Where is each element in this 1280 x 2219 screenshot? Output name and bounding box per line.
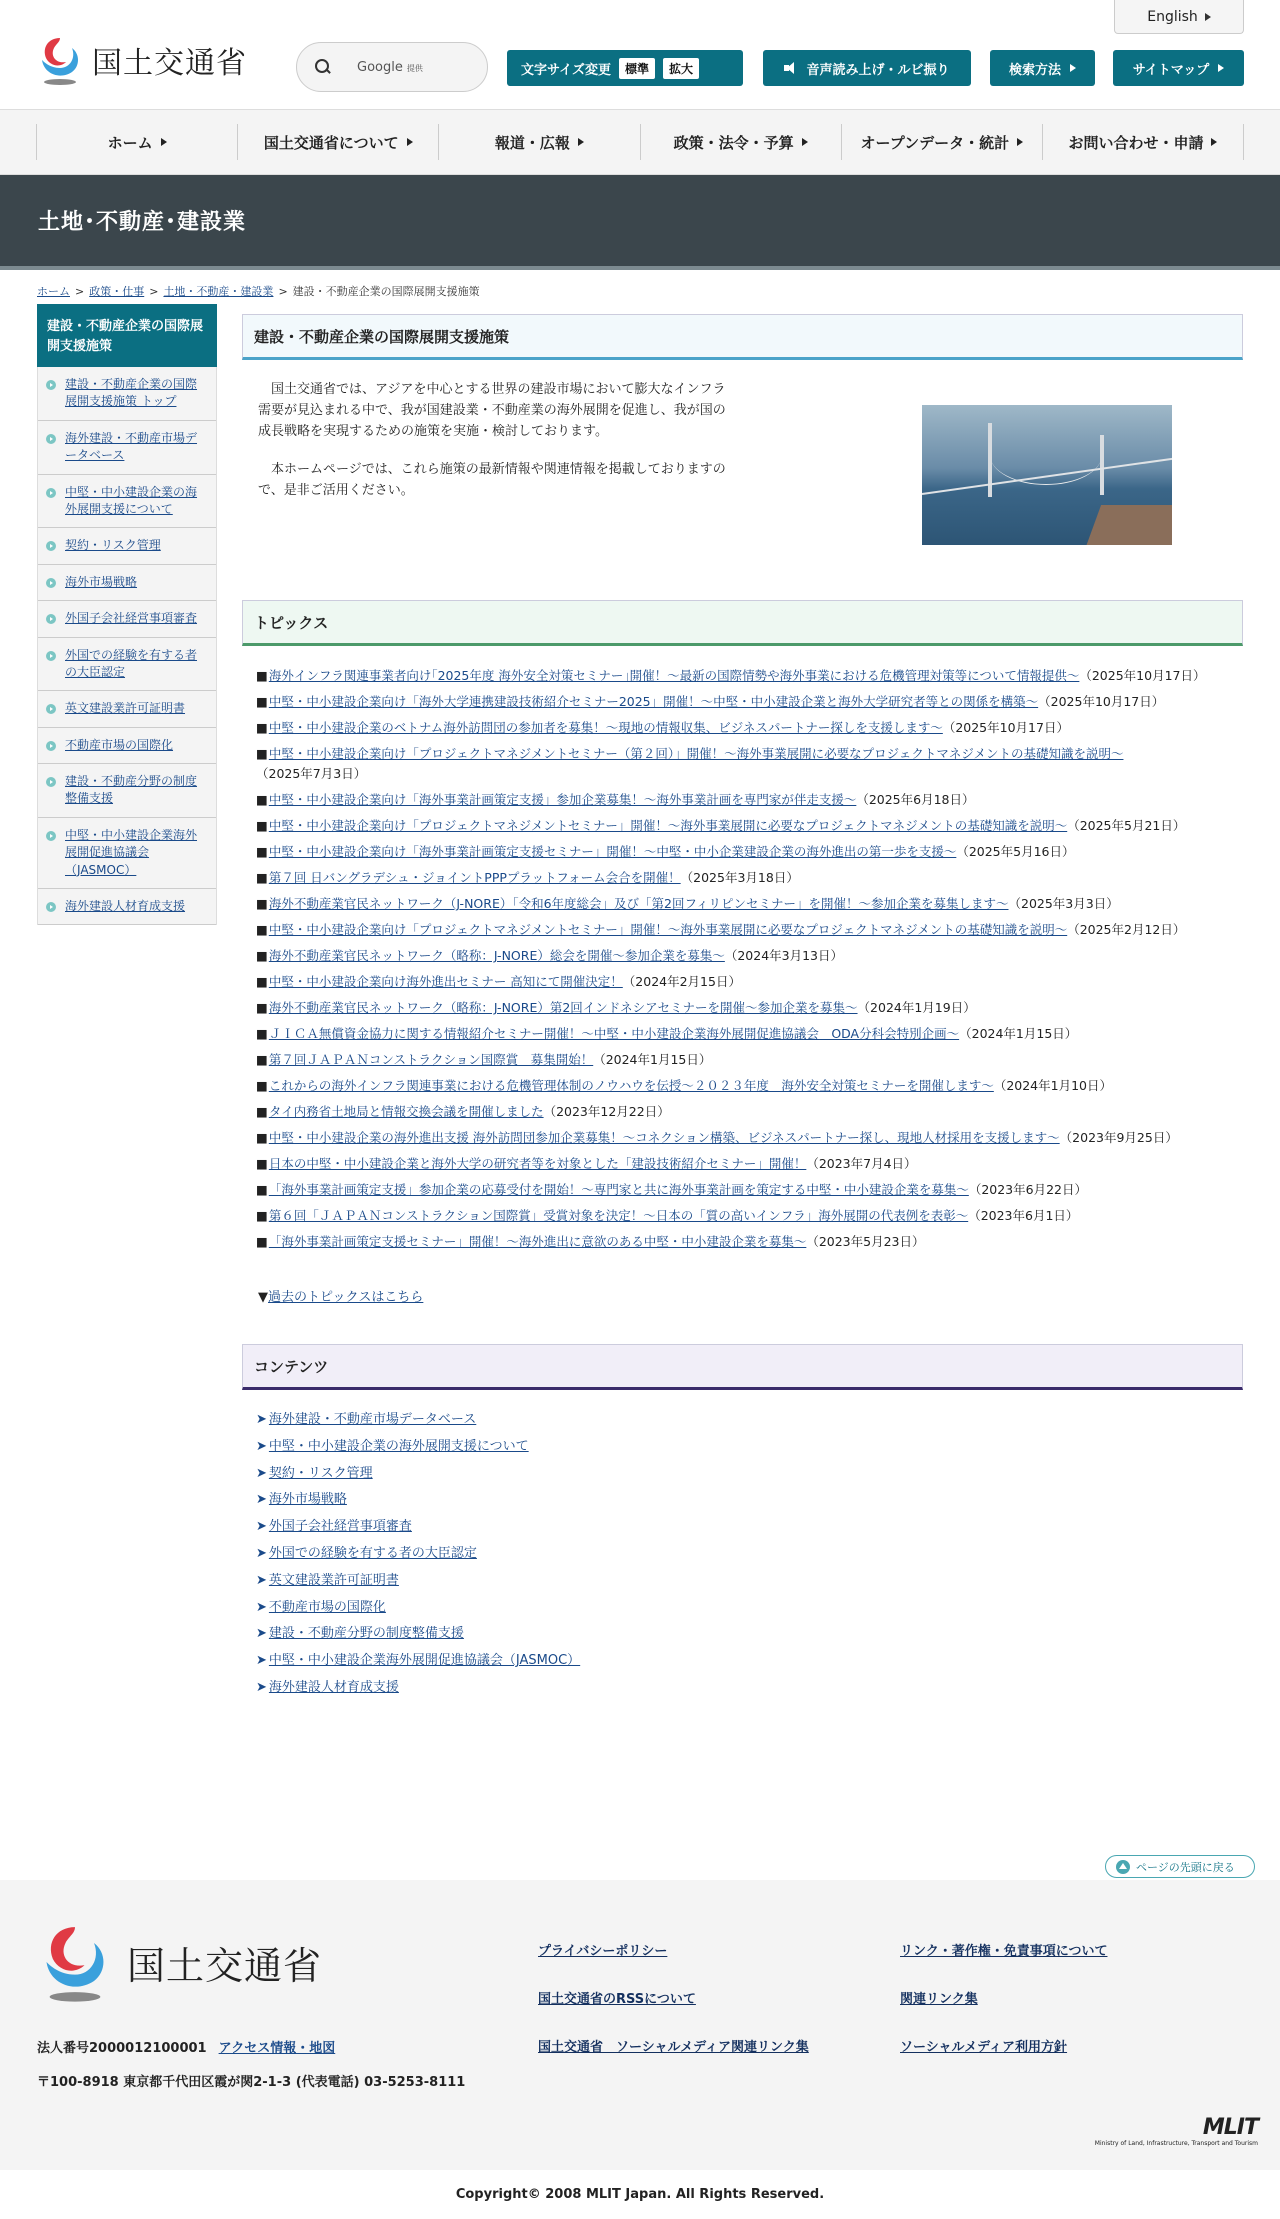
page-title-band — [0, 175, 1280, 270]
topic-date: （2023年9月25日） — [1059, 1130, 1178, 1145]
square-bullet-icon: ■ — [256, 1182, 268, 1197]
sidebar-link[interactable]: 建設・不動産企業の国際展開支援施策 トップ — [65, 377, 198, 409]
topic-link[interactable]: 第７回 日バングラデシュ・ジョイントPPPプラットフォーム会合を開催！ — [268, 870, 681, 885]
topic-item — [256, 1180, 1229, 1200]
square-bullet-icon: ■ — [256, 668, 268, 683]
intro-paragraph: 国土交通省では、アジアを中心とする世界の建設市場において膨大なインフラ需要が見込まれる中で、我が国建設業・不動産業の海外展開を促進し、我が国の成長戦略を実現するための施策を実施・検討しております。 — [258, 382, 726, 439]
logo-text: 国土交通省 — [92, 46, 247, 81]
arrow-bullet-icon: ➤ — [256, 1492, 267, 1508]
arrow-bullet-icon: ➤ — [256, 1572, 267, 1588]
sidebar — [37, 304, 217, 1730]
topic-date: （2025年10月17日） — [1038, 694, 1165, 709]
arrow-right-icon — [1218, 64, 1224, 72]
topic-item — [256, 1232, 1229, 1252]
topic-date: （2023年5月23日） — [806, 1234, 925, 1249]
sidebar-link[interactable]: 外国での経験を有する者の大臣認定 — [65, 647, 198, 679]
content-item — [256, 1544, 1229, 1565]
sidebar-item — [38, 691, 216, 727]
gnav-press[interactable]: 報道・広報 — [438, 124, 639, 160]
breadcrumb-policy[interactable]: 政策・仕事 — [89, 285, 145, 298]
content-link[interactable]: 外国子会社経営事項審査 — [268, 1519, 412, 1535]
topic-item — [256, 920, 1229, 940]
sidebar-link[interactable]: 建設・不動産分野の制度整備支援 — [65, 774, 198, 806]
topic-link[interactable]: 中堅・中小建設企業向け「海外大学連携建設技術紹介セミナー2025」開催！～中堅・中小建設企業と海外大学研究者等との関係を構築～ — [268, 694, 1039, 709]
topic-link[interactable]: 中堅・中小建設企業向け「海外事業計画策定支援」参加企業募集！～海外事業計画を専門家が伴走支援～ — [268, 792, 857, 807]
content-item — [256, 1490, 1229, 1511]
main-content — [242, 304, 1243, 1730]
topic-date: （2024年1月10日） — [993, 1078, 1112, 1093]
content-item — [256, 1517, 1229, 1538]
topic-link[interactable]: 海外不動産業官民ネットワーク（J-NORE）「令和6年度総会」及び「第2回フィリピンセミナー」を開催！～参加企業を募集します～ — [268, 896, 1009, 911]
content-item — [256, 1598, 1229, 1619]
topic-item — [256, 1024, 1229, 1044]
intro-paragraph: 本ホームページでは、これら施策の最新情報や関連情報を掲載しておりますので、是非ご活用ください。 — [258, 462, 726, 499]
access-map-link[interactable]: アクセス情報・地図 — [218, 2041, 336, 2056]
copyright-disclaimer-link[interactable]: リンク・著作権・免責事項について — [900, 1944, 1108, 1959]
content-link[interactable]: 不動産市場の国際化 — [268, 1599, 386, 1615]
gnav-home[interactable]: ホーム — [36, 124, 237, 160]
square-bullet-icon: ■ — [256, 870, 268, 885]
topic-date: （2023年6月1日） — [968, 1208, 1079, 1223]
sidebar-link[interactable]: 海外建設・不動産市場データベース — [65, 430, 198, 463]
sidebar-item — [38, 889, 216, 925]
topic-link[interactable]: 中堅・中小建設企業向け「プロジェクトマネジメントセミナー」開催！～海外事業展開に必要なプロジェクトマネジメントの基礎知識を説明～ — [268, 922, 1068, 937]
footer-logo[interactable] — [37, 1920, 322, 2004]
footer-logo-text: 国土交通省 — [127, 1943, 323, 1988]
square-bullet-icon: ■ — [256, 792, 268, 807]
social-media-policy-link[interactable]: ソーシャルメディア利用方針 — [900, 2040, 1068, 2055]
arrow-bullet-icon: ➤ — [256, 1545, 267, 1561]
sidebar-link[interactable]: 海外建設人材育成支援 — [65, 899, 186, 914]
sidebar-item — [38, 728, 216, 764]
font-size-standard-button[interactable]: 標準 — [619, 58, 655, 79]
speech-button-label: 音声読み上げ・ルビ振り — [806, 62, 950, 78]
topic-date: （2024年1月15日） — [959, 1026, 1078, 1041]
sidebar-item — [38, 475, 216, 529]
sidebar-heading[interactable]: 建設・不動産企業の国際展開支援施策 — [37, 304, 217, 367]
topics-list — [242, 646, 1243, 1252]
search-method-label: 検索方法 — [1008, 62, 1061, 78]
contents-list — [242, 1390, 1243, 1730]
content-item — [256, 1624, 1229, 1645]
breadcrumb-current: 建設・不動産企業の国際展開支援施策 — [292, 285, 480, 298]
sidebar-item — [38, 818, 216, 889]
topic-item — [256, 894, 1229, 914]
topic-item — [256, 790, 1229, 810]
gnav-about[interactable]: 国土交通省について — [237, 124, 438, 160]
topic-link[interactable]: 「海外事業計画策定支援」参加企業の応募受付を開始！～専門家と共に海外事業計画を策定する中堅・中小建設企業を募集～ — [268, 1182, 969, 1197]
square-bullet-icon: ■ — [256, 1208, 268, 1223]
gnav-contact[interactable]: お問い合わせ・申請 — [1042, 124, 1244, 160]
topic-link[interactable]: 中堅・中小建設企業向け「プロジェクトマネジメントセミナー（第２回）」開催！～海外事業展開に必要なプロジェクトマネジメントの基礎知識を説明～ — [268, 746, 1124, 761]
sidebar-item — [38, 421, 216, 475]
topic-link[interactable]: 海外不動産業官民ネットワーク（略称：J-NORE）第2回インドネシアセミナーを開催～参加企業を募集～ — [268, 1000, 858, 1015]
topic-link[interactable]: 中堅・中小建設企業のベトナム海外訪問団の参加者を募集！～現地の情報収集、ビジネスパートナー探しを支援します～ — [268, 720, 943, 735]
font-size-control — [507, 50, 743, 86]
related-links-link[interactable]: 関連リンク集 — [900, 1992, 978, 2007]
topic-date: （2025年2月12日） — [1067, 922, 1186, 937]
square-bullet-icon: ■ — [256, 896, 268, 911]
topic-link[interactable]: 第６回「ＪＡＰＡＮコンストラクション国際賞」受賞対象を決定！～日本の「質の高いインフラ」海外展開の代表例を表彰～ — [268, 1208, 969, 1223]
search-brand: Google 提供 — [357, 59, 423, 75]
arrow-bullet-icon: ➤ — [256, 1626, 267, 1642]
gnav-policy[interactable]: 政策・法令・予算 — [640, 124, 841, 160]
sidebar-item — [38, 367, 216, 421]
topic-date: （2025年10月17日） — [942, 720, 1069, 735]
content-item — [256, 1464, 1229, 1485]
content-link[interactable]: 中堅・中小建設企業の海外展開支援について — [268, 1438, 529, 1454]
social-media-links-link[interactable]: 国土交通省 ソーシャルメディア関連リンク集 — [538, 2040, 809, 2055]
square-bullet-icon: ■ — [256, 1130, 268, 1145]
topic-date: （2025年5月21日） — [1067, 818, 1186, 833]
topic-date: （2023年12月22日） — [543, 1104, 670, 1119]
topic-item — [256, 1128, 1229, 1148]
topics-heading: トピックス — [242, 600, 1243, 646]
topic-item — [256, 1102, 1229, 1122]
square-bullet-icon: ■ — [256, 844, 268, 859]
square-bullet-icon: ■ — [256, 1078, 268, 1093]
topic-date: （2025年7月3日） — [256, 766, 367, 781]
square-bullet-icon: ■ — [256, 818, 268, 833]
contents-heading: コンテンツ — [242, 1344, 1243, 1390]
topic-date: （2025年10月17日） — [1079, 668, 1206, 683]
page-title: 土地･不動産･建設業 — [38, 210, 247, 235]
topic-item — [256, 1050, 1229, 1070]
footer-address: 〒100-8918 東京都千代田区霞が関2-1-3 (代表電話) 03-5253-8111 — [37, 2074, 466, 2090]
square-bullet-icon: ■ — [256, 1052, 268, 1067]
page-top-label: ページの先頭に戻る — [1136, 1860, 1235, 1874]
sidebar-link[interactable]: 中堅・中小建設企業海外展開促進協議会（JASMOC） — [65, 827, 198, 877]
content-link[interactable]: 建設・不動産分野の制度整備支援 — [268, 1626, 464, 1642]
sitemap-label: サイトマップ — [1132, 62, 1210, 78]
content-link[interactable]: 英文建設業許可証明書 — [268, 1572, 399, 1588]
topic-item — [256, 666, 1229, 686]
square-bullet-icon: ■ — [256, 720, 268, 735]
content-link[interactable]: 海外建設人材育成支援 — [268, 1679, 399, 1695]
square-bullet-icon: ■ — [256, 922, 268, 937]
content-item — [256, 1437, 1229, 1458]
content-link[interactable]: 中堅・中小建設企業海外展開促進協議会（JASMOC） — [268, 1653, 581, 1669]
arrow-bullet-icon: ➤ — [256, 1465, 267, 1481]
privacy-policy-link[interactable]: プライバシーポリシー — [538, 1944, 668, 1959]
search-icon[interactable] — [315, 59, 331, 75]
sidebar-link[interactable]: 中堅・中小建設企業の海外展開支援について — [65, 484, 198, 516]
topic-link[interactable]: 中堅・中小建設企業向け「海外事業計画策定支援セミナー」開催！～中堅・中小企業建設企業の海外進出の第一歩を支援～ — [268, 844, 957, 859]
intro-section — [242, 360, 1243, 600]
topic-link[interactable]: 第７回ＪＡＰＡＮコンストラクション国際賞 募集開始！ — [268, 1052, 594, 1067]
arrow-bullet-icon: ➤ — [256, 1412, 267, 1427]
topic-link[interactable]: タイ内務省土地局と情報交換会議を開催しました — [268, 1104, 544, 1119]
mlit-logo-icon — [37, 1920, 113, 2004]
topic-link[interactable]: ＪＩＣＡ無償資金協力に関する情報紹介セミナー開催！～中堅・中小建設企業海外展開促進協議会 ODA分科会特別企画～ — [268, 1026, 960, 1041]
topic-link[interactable]: 海外不動産業官民ネットワーク（略称：J-NORE）総会を開催～参加企業を募集～ — [268, 948, 725, 963]
topic-item — [256, 1206, 1229, 1226]
site-search[interactable] — [296, 42, 488, 92]
search-method-button[interactable] — [990, 50, 1095, 86]
square-bullet-icon: ■ — [256, 1156, 268, 1171]
content-link[interactable]: 海外建設・不動産市場データベース — [268, 1412, 477, 1427]
rss-link[interactable]: 国土交通省のRSSについて — [538, 1992, 696, 2007]
topic-link[interactable]: 中堅・中小建設企業の海外進出支援 海外訪問団参加企業募集！～コネクション構築、ビジネスパートナー探し、現地人材採用を支援します～ — [268, 1130, 1060, 1145]
topic-date: （2025年3月18日） — [680, 870, 799, 885]
square-bullet-icon: ■ — [256, 1026, 268, 1041]
bridge-photo — [922, 405, 1172, 545]
sitemap-button[interactable] — [1113, 50, 1244, 86]
topic-date: （2025年3月3日） — [1008, 896, 1119, 911]
topic-link[interactable]: 中堅・中小建設企業向け「プロジェクトマネジメントセミナー」開催！～海外事業展開に必要なプロジェクトマネジメントの基礎知識を説明～ — [268, 818, 1068, 833]
topic-item — [256, 998, 1229, 1018]
intro-text — [258, 380, 733, 600]
topic-item — [256, 1154, 1229, 1174]
topic-link[interactable]: これからの海外インフラ関連事業における危機管理体制のノウハウを伝授～２０２３年度 海外安全対策セミナーを開催します～ — [268, 1078, 994, 1093]
breadcrumb-home[interactable]: ホーム — [37, 285, 70, 298]
sidebar-link[interactable]: 不動産市場の国際化 — [65, 737, 174, 752]
breadcrumb: ホーム > 政策・仕事 > 土地・不動産・建設業 > 建設・不動産企業の国際展開支援施策 — [37, 285, 480, 298]
sidebar-item — [38, 764, 216, 818]
topic-item — [256, 744, 1229, 784]
copyright: Copyright© 2008 MLIT Japan. All Rights Reserved. — [455, 2187, 825, 2202]
topic-item — [256, 718, 1229, 738]
square-bullet-icon: ■ — [256, 974, 268, 989]
arrow-bullet-icon: ➤ — [256, 1519, 267, 1535]
sidebar-item — [38, 638, 216, 692]
page-top-button[interactable] — [1105, 1855, 1255, 1878]
sidebar-link[interactable]: 外国子会社経営事項審査 — [65, 611, 198, 626]
content-item — [256, 1651, 1229, 1672]
site-logo[interactable] — [36, 34, 247, 86]
speaker-icon — [784, 62, 798, 74]
topic-date: （2023年7月4日） — [806, 1156, 917, 1171]
content-link[interactable]: 契約・リスク管理 — [268, 1465, 373, 1481]
square-bullet-icon: ■ — [256, 746, 268, 761]
arrow-up-icon — [1116, 1860, 1130, 1874]
square-bullet-icon: ■ — [256, 694, 268, 709]
content-link[interactable]: 海外市場戦略 — [268, 1492, 347, 1508]
arrow-bullet-icon: ➤ — [256, 1438, 267, 1454]
arrow-bullet-icon: ➤ — [256, 1599, 267, 1615]
intro-heading: 建設・不動産企業の国際展開支援施策 — [242, 314, 1243, 360]
topic-date: （2024年2月15日） — [622, 974, 741, 989]
past-topics-link[interactable]: 過去のトピックスはこちら — [268, 1290, 424, 1305]
sidebar-link[interactable]: 契約・リスク管理 — [65, 538, 161, 553]
arrow-right-icon — [1070, 64, 1076, 72]
content-item — [256, 1678, 1229, 1699]
site-footer — [0, 1880, 1280, 2170]
sidebar-link[interactable]: 英文建設業許可証明書 — [65, 701, 186, 716]
topic-item — [256, 842, 1229, 862]
content-link[interactable]: 外国での経験を有する者の大臣認定 — [268, 1545, 477, 1561]
sidebar-link[interactable]: 海外市場戦略 — [65, 574, 138, 589]
topic-item — [256, 692, 1229, 712]
topic-date: （2024年1月15日） — [593, 1052, 712, 1067]
topic-link[interactable]: 「海外事業計画策定支援セミナー」開催！～海外進出に意欲のある中堅・中小建設企業を募集～ — [268, 1234, 807, 1249]
triangle-down-icon: ▼ — [258, 1290, 268, 1305]
footer-links — [538, 1940, 1260, 2055]
content-wrap — [0, 304, 1280, 1730]
topic-link[interactable]: 海外インフラ関連事業者向け｢2025年度 海外安全対策セミナー｣開催！～最新の国際情勢や海外事業における危機管理対策等について情報提供～ — [268, 668, 1080, 683]
arrow-bullet-icon: ➤ — [256, 1679, 267, 1695]
topic-date: （2025年6月18日） — [856, 792, 975, 807]
mlit-wordmark: MLIT Ministry of Land, Infrastructure, Transport and Tourism — [1094, 2115, 1258, 2147]
square-bullet-icon: ■ — [256, 948, 268, 963]
topic-link[interactable]: 日本の中堅・中小建設企業と海外大学の研究者等を対象とした「建設技術紹介セミナー」開催！ — [268, 1156, 807, 1171]
footer-info — [37, 2032, 465, 2100]
english-link[interactable]: English — [1114, 0, 1244, 34]
topic-item — [256, 972, 1229, 992]
gnav-opendata[interactable]: オープンデータ・統計 — [841, 124, 1042, 160]
site-header — [0, 0, 1280, 110]
sidebar-item — [38, 565, 216, 601]
topic-item — [256, 1076, 1229, 1096]
corporate-number: 法人番号2000012100001 — [37, 2041, 207, 2056]
font-size-large-button[interactable]: 拡大 — [663, 58, 699, 79]
square-bullet-icon: ■ — [256, 1000, 268, 1015]
sidebar-item — [38, 601, 216, 637]
content-item — [256, 1410, 1229, 1431]
topic-date: （2024年3月13日） — [724, 948, 844, 963]
topic-item — [256, 868, 1229, 888]
topic-date: （2025年5月16日） — [956, 844, 1075, 859]
font-size-label: 文字サイズ変更 — [521, 62, 611, 78]
breadcrumb-land[interactable]: 土地・不動産・建設業 — [163, 285, 274, 298]
sidebar-item — [38, 528, 216, 564]
topic-item — [256, 816, 1229, 836]
past-topics — [242, 1258, 1243, 1344]
square-bullet-icon: ■ — [256, 1104, 268, 1119]
sidebar-list — [37, 367, 217, 925]
content-item — [256, 1571, 1229, 1592]
topic-date: （2024年1月19日） — [857, 1000, 976, 1015]
topic-date: （2023年6月22日） — [968, 1182, 1087, 1197]
topic-item — [256, 946, 1229, 966]
mlit-logo-icon — [36, 34, 84, 86]
speech-ruby-button[interactable] — [763, 50, 971, 86]
global-nav — [0, 110, 1280, 175]
square-bullet-icon: ■ — [256, 1234, 268, 1249]
arrow-bullet-icon: ➤ — [256, 1653, 267, 1669]
topic-link[interactable]: 中堅・中小建設企業向け海外進出セミナー 高知にて開催決定！ — [268, 974, 623, 989]
